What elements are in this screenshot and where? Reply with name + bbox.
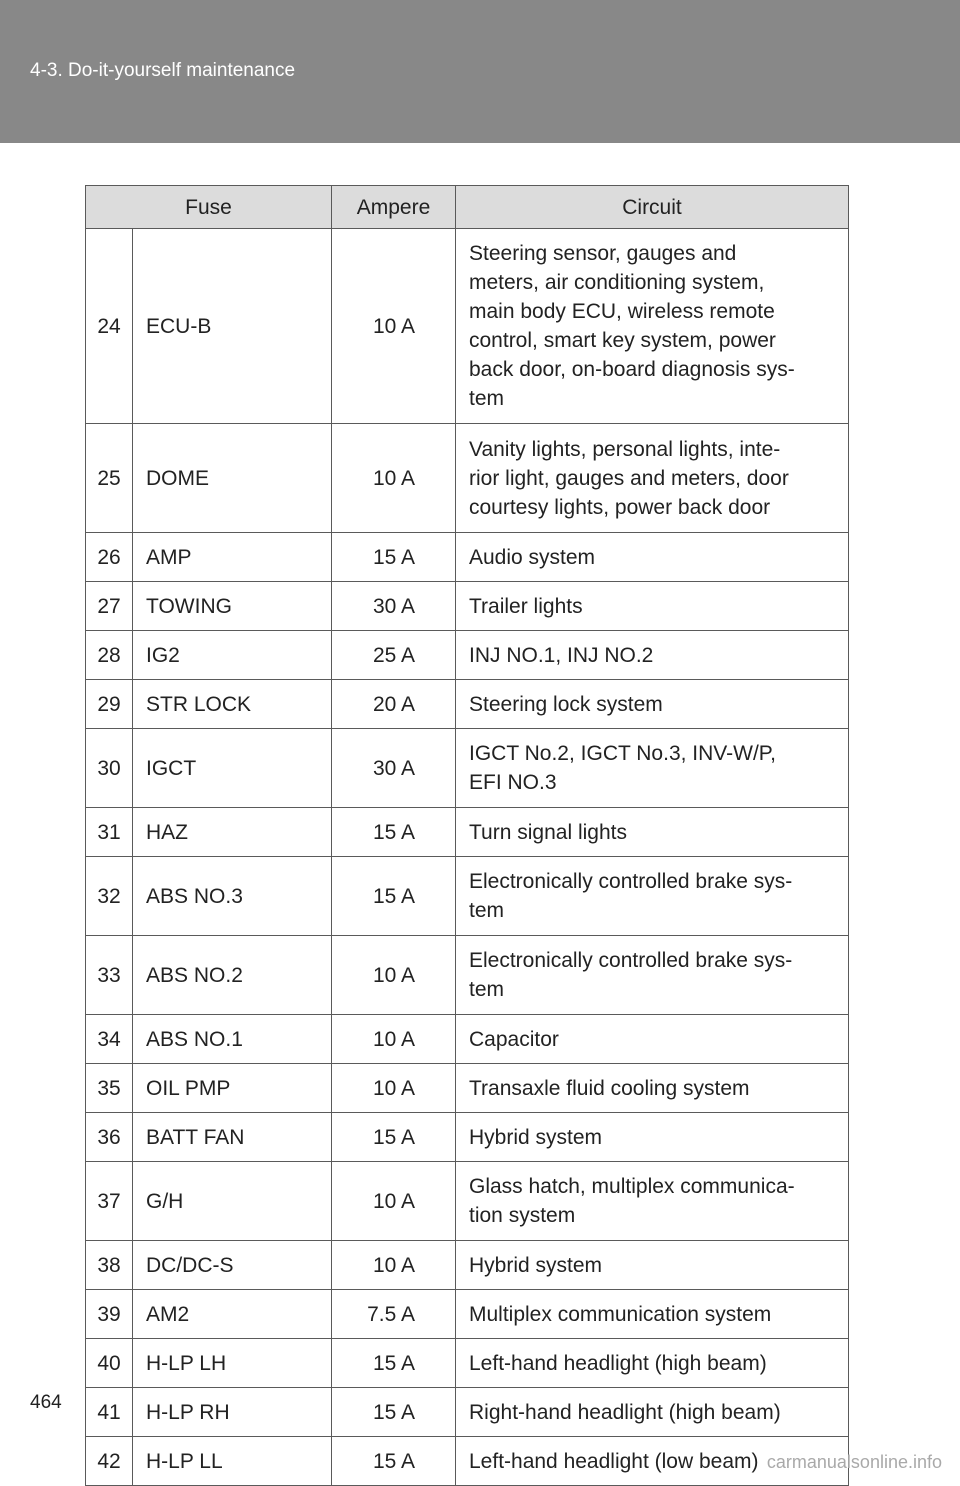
fuse-circuit	[456, 1388, 849, 1437]
fuse-ampere: 15 A	[332, 808, 456, 857]
fuse-name: IG2	[133, 631, 332, 680]
header-fuse: Fuse	[86, 186, 332, 229]
circuit-line: back door, on-board diagnosis sys-	[469, 358, 795, 381]
fuse-circuit	[456, 1064, 849, 1113]
table-row	[86, 1388, 849, 1437]
table-row	[86, 1113, 849, 1162]
circuit-line: Steering sensor, gauges and	[469, 242, 737, 265]
circuit-line: tion system	[469, 1204, 576, 1227]
fuse-number: 33	[86, 936, 133, 1015]
fuse-number: 38	[86, 1241, 133, 1290]
fuse-number: 36	[86, 1113, 133, 1162]
table-row	[86, 424, 849, 533]
circuit-line: Audio system	[469, 545, 596, 569]
fuse-ampere: 10 A	[332, 424, 456, 533]
fuse-circuit	[456, 1290, 849, 1339]
table-row	[86, 808, 849, 857]
table-row	[86, 857, 849, 936]
fuse-ampere: 15 A	[332, 1113, 456, 1162]
circuit-line: EFI NO.3	[469, 771, 557, 794]
fuse-ampere: 10 A	[332, 1162, 456, 1241]
table-row	[86, 1339, 849, 1388]
circuit-line: Steering lock system	[469, 692, 663, 716]
fuse-name: STR LOCK	[133, 680, 332, 729]
fuse-name: ABS NO.1	[133, 1015, 332, 1064]
fuse-name: AM2	[133, 1290, 332, 1339]
fuse-name: OIL PMP	[133, 1064, 332, 1113]
fuse-name: ECU-B	[133, 229, 332, 424]
fuse-circuit	[456, 680, 849, 729]
fuse-number: 42	[86, 1437, 133, 1486]
fuse-ampere: 7.5 A	[332, 1290, 456, 1339]
fuse-number: 29	[86, 680, 133, 729]
fuse-circuit	[456, 808, 849, 857]
fuse-number: 28	[86, 631, 133, 680]
fuse-ampere: 15 A	[332, 1437, 456, 1486]
table-row	[86, 1437, 849, 1486]
circuit-line: Multiplex communication system	[469, 1302, 772, 1326]
fuse-ampere: 10 A	[332, 1064, 456, 1113]
circuit-line: Electronically controlled brake sys-	[469, 949, 793, 972]
table-row	[86, 229, 849, 424]
circuit-line: Capacitor	[469, 1027, 559, 1051]
fuse-number: 40	[86, 1339, 133, 1388]
fuse-number: 34	[86, 1015, 133, 1064]
fuse-ampere: 15 A	[332, 533, 456, 582]
fuse-circuit	[456, 936, 849, 1015]
circuit-line: Right-hand headlight (high beam)	[469, 1400, 781, 1424]
circuit-line: courtesy lights, power back door	[469, 495, 771, 519]
fuse-circuit	[456, 857, 849, 936]
fuse-number: 31	[86, 808, 133, 857]
circuit-line: Turn signal lights	[469, 820, 627, 844]
fuse-circuit	[456, 729, 849, 808]
circuit-line: main body ECU, wireless remote	[469, 300, 775, 323]
fuse-table	[85, 185, 849, 1486]
circuit-line: control, smart key system, power	[469, 329, 776, 352]
table-row	[86, 1162, 849, 1241]
fuse-circuit	[456, 1339, 849, 1388]
circuit-line: INJ NO.1, INJ NO.2	[469, 643, 654, 667]
fuse-name: AMP	[133, 533, 332, 582]
table-row	[86, 631, 849, 680]
fuse-name: ABS NO.3	[133, 857, 332, 936]
circuit-line: Left-hand headlight (high beam)	[469, 1351, 767, 1375]
fuse-name: G/H	[133, 1162, 332, 1241]
circuit-line: tem	[469, 978, 505, 1001]
circuit-line: IGCT No.2, IGCT No.3, INV-W/P,	[469, 742, 776, 765]
fuse-ampere: 25 A	[332, 631, 456, 680]
table-row	[86, 1015, 849, 1064]
fuse-number: 27	[86, 582, 133, 631]
table-row	[86, 936, 849, 1015]
fuse-name: HAZ	[133, 808, 332, 857]
fuse-ampere: 15 A	[332, 1388, 456, 1437]
fuse-number: 35	[86, 1064, 133, 1113]
circuit-line: Transaxle fluid cooling system	[469, 1076, 750, 1100]
fuse-circuit	[456, 1241, 849, 1290]
fuse-circuit	[456, 1015, 849, 1064]
page-header	[0, 0, 960, 143]
circuit-line: Vanity lights, personal lights, inte-	[469, 437, 781, 461]
circuit-line: Electronically controlled brake sys-	[469, 870, 793, 893]
fuse-circuit	[456, 631, 849, 680]
fuse-number: 37	[86, 1162, 133, 1241]
fuse-name: DC/DC-S	[133, 1241, 332, 1290]
table-body	[86, 229, 849, 1486]
fuse-name: ABS NO.2	[133, 936, 332, 1015]
page-number: 464	[30, 1392, 62, 1413]
fuse-circuit	[456, 582, 849, 631]
table-row	[86, 533, 849, 582]
circuit-line: Hybrid system	[469, 1125, 603, 1149]
fuse-ampere: 10 A	[332, 936, 456, 1015]
circuit-line: meters, air conditioning system,	[469, 271, 765, 294]
fuse-ampere: 10 A	[332, 1241, 456, 1290]
fuse-circuit	[456, 229, 849, 424]
header-ampere: Ampere	[332, 186, 456, 229]
fuse-number: 39	[86, 1290, 133, 1339]
fuse-ampere: 15 A	[332, 857, 456, 936]
fuse-ampere: 15 A	[332, 1339, 456, 1388]
fuse-ampere: 30 A	[332, 582, 456, 631]
table-row	[86, 680, 849, 729]
fuse-name: IGCT	[133, 729, 332, 808]
table-row	[86, 1241, 849, 1290]
fuse-number: 24	[86, 229, 133, 424]
table-row	[86, 1064, 849, 1113]
table-row	[86, 582, 849, 631]
fuse-circuit	[456, 424, 849, 533]
fuse-name: H-LP LL	[133, 1437, 332, 1486]
fuse-number: 32	[86, 857, 133, 936]
circuit-line: rior light, gauges and meters, door	[469, 466, 789, 490]
circuit-line: Left-hand headlight (low beam)	[469, 1449, 759, 1473]
table-row	[86, 729, 849, 808]
section-title: 4-3. Do-it-yourself maintenance	[30, 60, 296, 81]
circuit-line: tem	[469, 387, 505, 410]
circuit-line: tem	[469, 899, 505, 922]
fuse-name: H-LP LH	[133, 1339, 332, 1388]
fuse-number: 30	[86, 729, 133, 808]
fuse-circuit	[456, 533, 849, 582]
circuit-line: Glass hatch, multiplex communica-	[469, 1175, 795, 1198]
fuse-number: 41	[86, 1388, 133, 1437]
header-circuit: Circuit	[456, 186, 849, 229]
circuit-line: Trailer lights	[469, 594, 583, 618]
fuse-ampere: 10 A	[332, 229, 456, 424]
circuit-line: Hybrid system	[469, 1253, 603, 1277]
fuse-ampere: 30 A	[332, 729, 456, 808]
fuse-number: 25	[86, 424, 133, 533]
fuse-ampere: 20 A	[332, 680, 456, 729]
fuse-number: 26	[86, 533, 133, 582]
table-header-row	[86, 186, 849, 229]
table-row	[86, 1290, 849, 1339]
fuse-name: BATT FAN	[133, 1113, 332, 1162]
fuse-name: H-LP RH	[133, 1388, 332, 1437]
fuse-name: DOME	[133, 424, 332, 533]
watermark: carmanualsonline.info	[766, 1452, 942, 1472]
fuse-name: TOWING	[133, 582, 332, 631]
fuse-ampere: 10 A	[332, 1015, 456, 1064]
fuse-circuit	[456, 1162, 849, 1241]
fuse-circuit	[456, 1113, 849, 1162]
